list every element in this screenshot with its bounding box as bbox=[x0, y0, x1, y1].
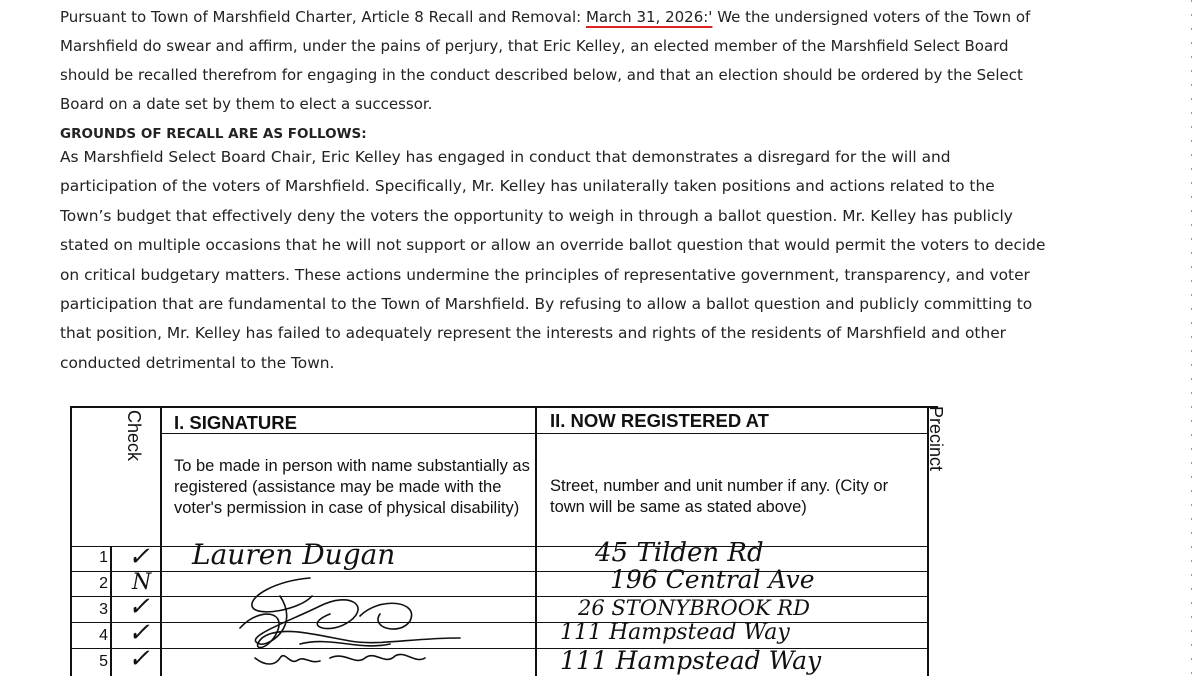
row-address: 196 Central Ave bbox=[610, 565, 815, 594]
row-number: 3 bbox=[99, 601, 108, 618]
table-top-border bbox=[70, 406, 938, 408]
table-left-border bbox=[70, 406, 72, 676]
header-divider bbox=[162, 433, 928, 434]
registered-instructions: Street, number and unit number if any. (City or town will be same as stated above) bbox=[550, 477, 889, 516]
row-signature: Lauren Dugan bbox=[192, 538, 396, 571]
row-number: 5 bbox=[99, 653, 108, 670]
signature-header: I. SIGNATURE bbox=[174, 412, 297, 433]
signature-instructions: To be made in person with name substantially as registered (assistance may be made with the voter's permission in case of physical disability) bbox=[174, 457, 530, 517]
row-address: 111 Hampstead Way bbox=[560, 620, 790, 645]
row-check-mark: ✓ bbox=[128, 618, 150, 648]
signature-scribbles bbox=[180, 566, 520, 676]
intro-paragraph bbox=[60, 3, 1050, 119]
grounds-text: As Marshfield Select Board Chair, Eric Kelley has engaged in conduct that demonstrates a disregard for the will and participation of the voters of Marshfield. Specifically, Mr. Kelley has unilaterally taken positions and actions related to the Town’s budget that effectively deny the voters the opportunity to weigh in through a ballot question. Mr. Kelley has publicly stated on multiple occasions that he will not support or allow an override ballot question that would permit the voters to decide on critical budgetary matters. These actions undermine the principles of representative government, transparency, and voter participation that are fundamental to the Town of Marshfield. By refusing to allow a ballot question and publicly committing to that position, Mr. Kelley has failed to adequately represent the interests and rights of the residents of Marshfield and other conducted detrimental to the Town. bbox=[60, 148, 1046, 372]
signature-table bbox=[70, 406, 970, 676]
row-number: 4 bbox=[99, 627, 108, 644]
registered-header: II. NOW REGISTERED AT bbox=[550, 410, 769, 431]
precinct-column-label: Precinct bbox=[926, 406, 946, 472]
row-address: 111 Hampstead Way bbox=[560, 646, 822, 675]
row-address: 26 STONYBROOK RD bbox=[578, 596, 810, 620]
row-address: 45 Tilden Rd bbox=[595, 538, 764, 568]
check-column-label: Check bbox=[124, 410, 144, 462]
intro-before-date: Pursuant to Town of Marshfield Charter, Article 8 Recall and Removal: bbox=[60, 8, 586, 26]
row-check-mark: ✓ bbox=[128, 542, 150, 572]
scan-edge-marks bbox=[1191, 0, 1192, 675]
signature-column-line bbox=[535, 406, 537, 676]
row-number: 1 bbox=[99, 549, 108, 566]
intro-after-date: We the undersigned voters of the Town of Marshfield do swear and affirm, under the pains of perjury, that Eric Kelley, an elected member of the Marshfield Select Board should be recalled therefrom for engaging in the conduct described below, and that an election should be ordered by the Select Board on a date set by them to elect a successor. bbox=[60, 8, 1031, 113]
row-number: 2 bbox=[99, 575, 108, 592]
grounds-heading: GROUNDS OF RECALL ARE AS FOLLOWS: bbox=[60, 126, 367, 142]
row-check-mark: ✓ bbox=[128, 644, 150, 674]
row-check-mark: ✓ bbox=[128, 592, 150, 622]
check-column-line bbox=[160, 406, 162, 676]
recall-date: March 31, 2026:' bbox=[585, 8, 713, 26]
row-check-mark: N bbox=[132, 570, 152, 595]
num-column-line bbox=[110, 546, 112, 676]
